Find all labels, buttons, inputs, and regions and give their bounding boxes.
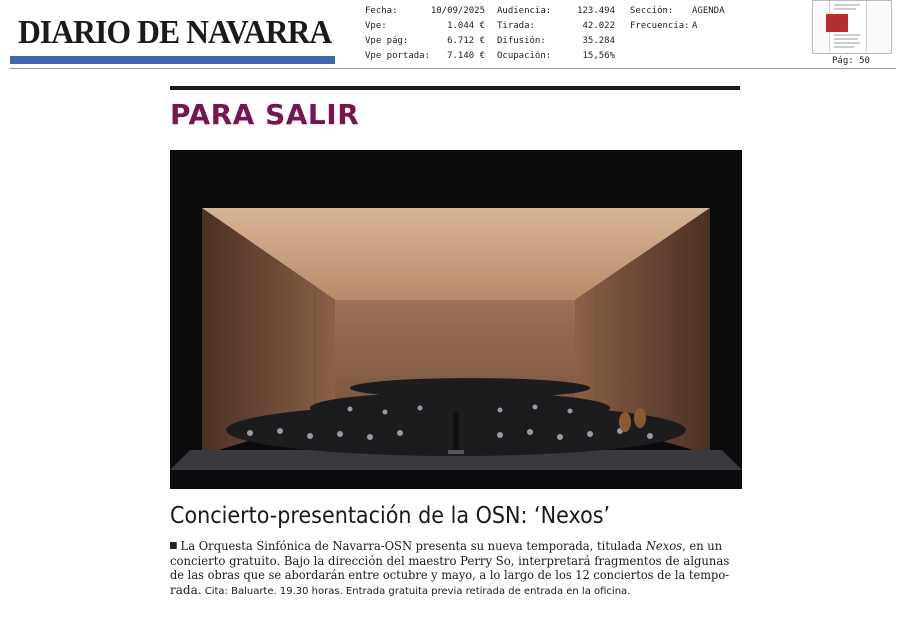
masthead-logo: DIARIO DE NAVARRA	[18, 14, 332, 51]
meta-audiencia: Audiencia: 123.494	[497, 6, 615, 16]
meta-difusion: Difusión: 35.284	[497, 36, 615, 46]
meta-seccion: Sección: AGENDA	[630, 6, 725, 16]
meta-vpe-portada: Vpe portada: 7.140 €	[365, 51, 485, 61]
body-line-4: rada. Cita: Baluarte. 19.30 horas. Entrada gratuita previa retirada de entrada en la oficina.	[170, 582, 631, 597]
body-line-3: de las obras que se abordarán entre octubre y mayo, a lo largo de los 12 conciertos de la tempo-	[170, 568, 730, 583]
bullet-square-icon	[170, 542, 177, 549]
meta-fecha: Fecha: 10/09/2025	[365, 6, 485, 16]
meta-ocupacion: Ocupación: 15,56%	[497, 51, 615, 61]
meta-vpe: Vpe: 1.044 €	[365, 21, 485, 31]
meta-column-2	[497, 4, 615, 64]
event-details: Cita: Baluarte. 19.30 horas. Entrada gratuita previa retirada de entrada en la oficina.	[201, 585, 631, 597]
body-line-2: concierto gratuito. Bajo la dirección del maestro Perry So, interpretará fragmentos de algunas	[170, 553, 730, 568]
section-title: PARA SALIR	[170, 98, 360, 131]
meta-column-3	[630, 4, 740, 34]
page-thumbnail[interactable]	[812, 0, 892, 54]
meta-frecuencia: Frecuencia: A	[630, 21, 698, 31]
meta-column-1	[365, 4, 485, 64]
meta-vpe-pag: Vpe pág: 6.712 €	[365, 36, 485, 46]
body-line-1: La Orquesta Sinfónica de Navarra-OSN presenta su nueva temporada, titulada Nexos, en un	[170, 539, 722, 554]
article-headline: Concierto-presentación de la OSN: ‘Nexos’	[170, 503, 611, 529]
masthead-bar	[10, 56, 335, 64]
meta-tirada: Tirada: 42.022	[497, 21, 615, 31]
header-divider	[10, 68, 896, 69]
article-top-rule	[170, 86, 740, 90]
thumbnail-article-highlight	[826, 14, 848, 32]
concert-hall-photo	[170, 150, 742, 489]
page-number: Pág: 50	[832, 56, 870, 66]
article-body	[170, 539, 745, 599]
